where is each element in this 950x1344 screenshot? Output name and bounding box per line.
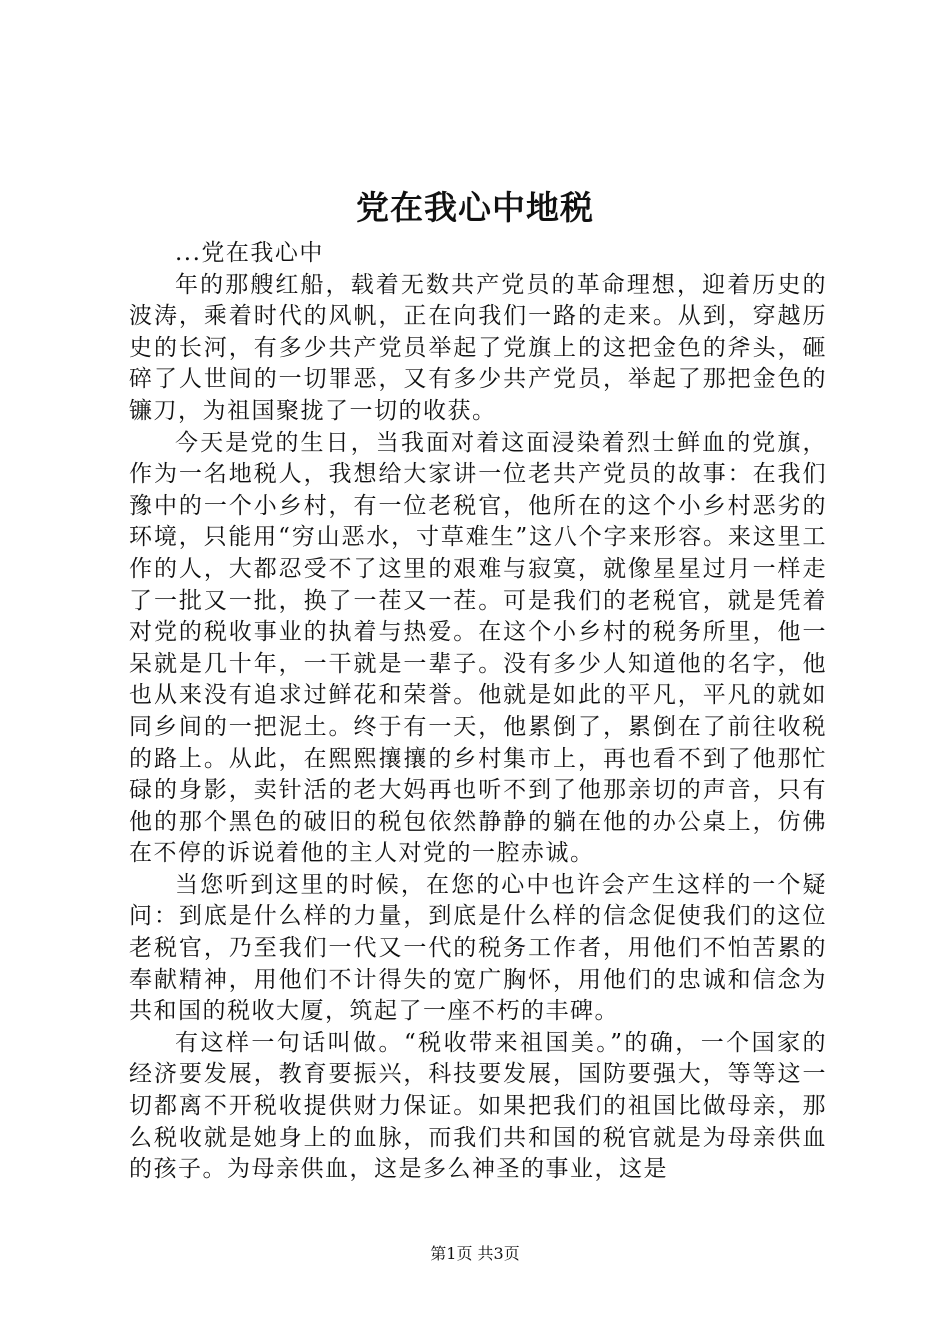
document-subtitle: ...党在我心中: [175, 240, 324, 266]
page-number-footer: 第1页 共3页: [430, 1244, 520, 1263]
paragraph: 有这样一句话叫做。“税收带来祖国美。”的确，一个国家的经济要发展，教育要振兴，科技要发展，国防要强大，等等这一切都离不开税收提供财力保证。如果把我们的祖国比做母亲，那么税收就是她身上的血脉，而我们共和国的税官就是为母亲供血的孩子。为母亲供血，这是多么神圣的事业，这是: [129, 1029, 827, 1183]
paragraph: 当您听到这里的时候，在您的心中也许会产生这样的一个疑问：到底是什么样的力量，到底是什么样的信念促使我们的这位老税官，乃至我们一代又一代的税务工作者，用他们不怕苦累的奉献精神，用他们不计得失的宽广胸怀，用他们的忠诚和信念为共和国的税收大厦，筑起了一座不朽的丰碑。: [129, 871, 827, 1025]
paragraph: 年的那艘红船，载着无数共产党员的革命理想，迎着历史的波涛，乘着时代的风帆，正在向我们一路的走来。从到，穿越历史的长河，有多少共产党员举起了党旗上的这把金色的斧头，砸碎了人世间的一切罪恶，又有多少共产党员，举起了那把金色的镰刀，为祖国聚拢了一切的收获。: [129, 271, 827, 424]
paragraph: 今天是党的生日，当我面对着这面浸染着烈士鲜血的党旗，作为一名地税人，我想给大家讲一位老共产党员的故事：在我们豫中的一个小乡村，有一位老税官，他所在的这个小乡村恶劣的环境，只能用“穷山恶水，寸草难生”这八个字来形容。来这里工作的人，大都忍受不了这里的艰难与寂寞，就像星星过月一样走了一批又一批，换了一茬又一茬。可是我们的老税官，就是凭着对党的税收事业的执着与热爱。在这个小乡村的税务所里，他一呆就是几十年，一干就是一辈子。没有多少人知道他的名字，他也从来没有追求过鲜花和荣誉。他就是如此的平凡，平凡的就如同乡间的一把泥土。终于有一天，他累倒了，累倒在了前往收税的路上。从此，在熙熙攘攘的乡村集市上，再也看不到了他那忙碌的身影，卖针活的老大妈再也听不到了他那亲切的声音，只有他的那个黑色的破旧的税包依然静静的躺在他的办公桌上，仿佛在不停的诉说着他的主人对党的一腔赤诚。: [129, 429, 827, 867]
document-body: [129, 238, 827, 1186]
document-title: 党在我心中地税: [356, 188, 594, 227]
